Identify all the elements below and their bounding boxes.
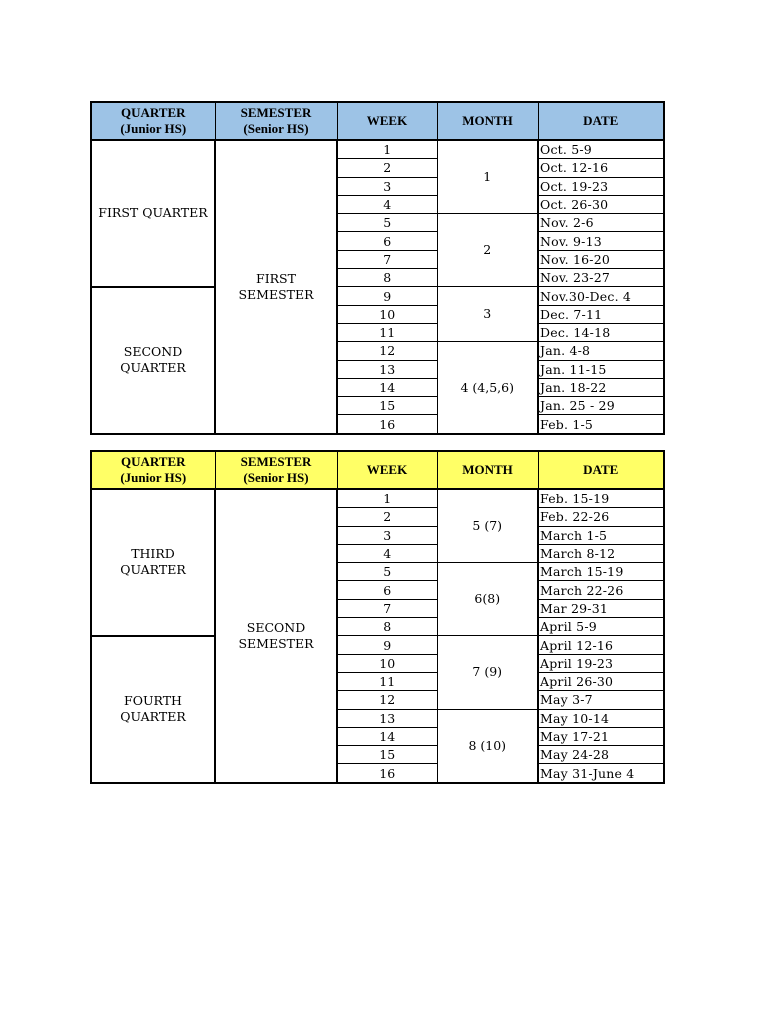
week-cell: 4 bbox=[337, 195, 437, 213]
quarter-cell: THIRD QUARTER bbox=[91, 489, 215, 636]
date-cell: Feb. 1-5 bbox=[538, 415, 664, 434]
header-row bbox=[91, 102, 664, 140]
date-header: DATE bbox=[538, 102, 664, 140]
week-cell: 7 bbox=[337, 599, 437, 617]
week-cell: 9 bbox=[337, 287, 437, 305]
week-cell: 3 bbox=[337, 177, 437, 195]
week-cell: 12 bbox=[337, 342, 437, 360]
week-cell: 6 bbox=[337, 232, 437, 250]
date-cell: April 19-23 bbox=[538, 654, 664, 672]
date-cell: Feb. 22-26 bbox=[538, 508, 664, 526]
semester-header: SEMESTER (Senior HS) bbox=[215, 451, 337, 489]
week-cell: 10 bbox=[337, 305, 437, 323]
week-cell: 4 bbox=[337, 544, 437, 562]
date-cell: May 24-28 bbox=[538, 746, 664, 764]
date-cell: May 31-June 4 bbox=[538, 764, 664, 783]
month-cell: 8 (10) bbox=[437, 709, 538, 783]
date-cell: March 1-5 bbox=[538, 526, 664, 544]
week-cell: 11 bbox=[337, 672, 437, 690]
week-header: WEEK bbox=[337, 102, 437, 140]
date-cell: March 15-19 bbox=[538, 563, 664, 581]
date-cell: Dec. 14-18 bbox=[538, 323, 664, 341]
week-cell: 9 bbox=[337, 636, 437, 654]
week-cell: 13 bbox=[337, 360, 437, 378]
week-cell: 8 bbox=[337, 269, 437, 287]
date-cell: Oct. 19-23 bbox=[538, 177, 664, 195]
date-cell: Nov. 23-27 bbox=[538, 269, 664, 287]
date-cell: Jan. 11-15 bbox=[538, 360, 664, 378]
week-cell: 3 bbox=[337, 526, 437, 544]
date-header: DATE bbox=[538, 451, 664, 489]
month-cell: 3 bbox=[437, 287, 538, 342]
week-cell: 7 bbox=[337, 250, 437, 268]
month-cell: 5 (7) bbox=[437, 489, 538, 563]
month-cell: 2 bbox=[437, 214, 538, 287]
semester-cell: FIRST SEMESTER bbox=[215, 140, 337, 434]
first-semester-table bbox=[90, 101, 665, 435]
month-header: MONTH bbox=[437, 451, 538, 489]
quarter-cell: SECOND QUARTER bbox=[91, 287, 215, 434]
week-cell: 10 bbox=[337, 654, 437, 672]
week-cell: 15 bbox=[337, 746, 437, 764]
date-cell: Nov. 16-20 bbox=[538, 250, 664, 268]
date-cell: Feb. 15-19 bbox=[538, 489, 664, 508]
date-cell: Oct. 5-9 bbox=[538, 140, 664, 159]
week-cell: 13 bbox=[337, 709, 437, 727]
week-cell: 16 bbox=[337, 764, 437, 783]
week-cell: 14 bbox=[337, 727, 437, 745]
date-cell: April 12-16 bbox=[538, 636, 664, 654]
date-cell: March 22-26 bbox=[538, 581, 664, 599]
week-cell: 11 bbox=[337, 323, 437, 341]
week-cell: 6 bbox=[337, 581, 437, 599]
date-cell: April 26-30 bbox=[538, 672, 664, 690]
semester-header: SEMESTER (Senior HS) bbox=[215, 102, 337, 140]
date-cell: Nov. 9-13 bbox=[538, 232, 664, 250]
week-cell: 14 bbox=[337, 378, 437, 396]
header-row bbox=[91, 451, 664, 489]
date-cell: May 17-21 bbox=[538, 727, 664, 745]
date-cell: Mar 29-31 bbox=[538, 599, 664, 617]
date-cell: Oct. 12-16 bbox=[538, 159, 664, 177]
quarter-header: QUARTER (Junior HS) bbox=[91, 102, 215, 140]
date-cell: March 8-12 bbox=[538, 544, 664, 562]
week-cell: 5 bbox=[337, 563, 437, 581]
date-cell: Jan. 4-8 bbox=[538, 342, 664, 360]
date-cell: Oct. 26-30 bbox=[538, 195, 664, 213]
month-cell: 6(8) bbox=[437, 563, 538, 636]
date-cell: April 5-9 bbox=[538, 618, 664, 636]
month-cell: 4 (4,5,6) bbox=[437, 342, 538, 434]
month-cell: 7 (9) bbox=[437, 636, 538, 709]
semester-cell: SECOND SEMESTER bbox=[215, 489, 337, 783]
table-row bbox=[91, 489, 664, 508]
week-cell: 1 bbox=[337, 140, 437, 159]
month-cell: 1 bbox=[437, 140, 538, 214]
month-header: MONTH bbox=[437, 102, 538, 140]
date-cell: Jan. 25 - 29 bbox=[538, 397, 664, 415]
week-cell: 2 bbox=[337, 159, 437, 177]
date-cell: Dec. 7-11 bbox=[538, 305, 664, 323]
table-row bbox=[91, 636, 664, 654]
second-semester-table bbox=[90, 450, 665, 784]
week-cell: 8 bbox=[337, 618, 437, 636]
quarter-cell: FIRST QUARTER bbox=[91, 140, 215, 287]
week-header: WEEK bbox=[337, 451, 437, 489]
table-row bbox=[91, 140, 664, 159]
date-cell: Nov. 2-6 bbox=[538, 214, 664, 232]
quarter-cell: FOURTH QUARTER bbox=[91, 636, 215, 783]
quarter-header: QUARTER (Junior HS) bbox=[91, 451, 215, 489]
week-cell: 2 bbox=[337, 508, 437, 526]
week-cell: 5 bbox=[337, 214, 437, 232]
date-cell: May 3-7 bbox=[538, 691, 664, 709]
week-cell: 16 bbox=[337, 415, 437, 434]
week-cell: 12 bbox=[337, 691, 437, 709]
week-cell: 1 bbox=[337, 489, 437, 508]
date-cell: Nov.30-Dec. 4 bbox=[538, 287, 664, 305]
table-row bbox=[91, 287, 664, 305]
week-cell: 15 bbox=[337, 397, 437, 415]
date-cell: Jan. 18-22 bbox=[538, 378, 664, 396]
date-cell: May 10-14 bbox=[538, 709, 664, 727]
